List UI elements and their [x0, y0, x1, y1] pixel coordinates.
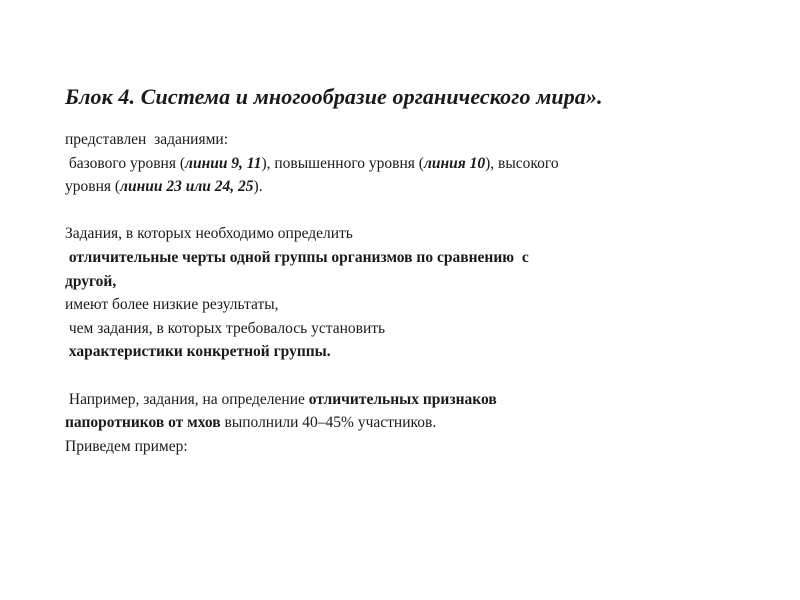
paragraph-text: чем задания, в которых требовалось установить [65, 319, 386, 337]
slide-body [65, 128, 745, 458]
paragraph-gap [65, 364, 745, 388]
paragraph-gap [65, 199, 745, 223]
slide-title: Блок 4. Система и многообразие органического мира». [65, 84, 603, 109]
paragraph-text-bold: другой, [65, 272, 117, 290]
example-line-2: папоротников от мхов выполнили 40–45% участников. [65, 414, 437, 432]
basic-level-lines: линии 9, 11 [185, 154, 262, 172]
task-levels-intro: представлен заданиями: [65, 131, 228, 148]
advanced-level-line: линия 10 [423, 154, 486, 172]
paragraph-text-bold: характеристики конкретной группы. [65, 343, 331, 361]
task-levels-line-2: уровня (линии 23 или 24, 25). [65, 178, 263, 196]
example-intro: Приведем пример: [65, 437, 188, 455]
paragraph-text-bold: отличительные черты одной группы организмов по сравнению с [65, 248, 529, 266]
example-line: Например, задания, на определение отличительных признаков [65, 390, 497, 408]
task-levels-line: базового уровня (линии 9, 11), повышенного уровня (линия 10), высокого [65, 154, 559, 172]
high-level-lines: линии 23 или 24, 25 [120, 178, 254, 196]
paragraph-text: Задания, в которых необходимо определить [65, 225, 353, 243]
paragraph-text: имеют более низкие результаты, [65, 296, 279, 314]
